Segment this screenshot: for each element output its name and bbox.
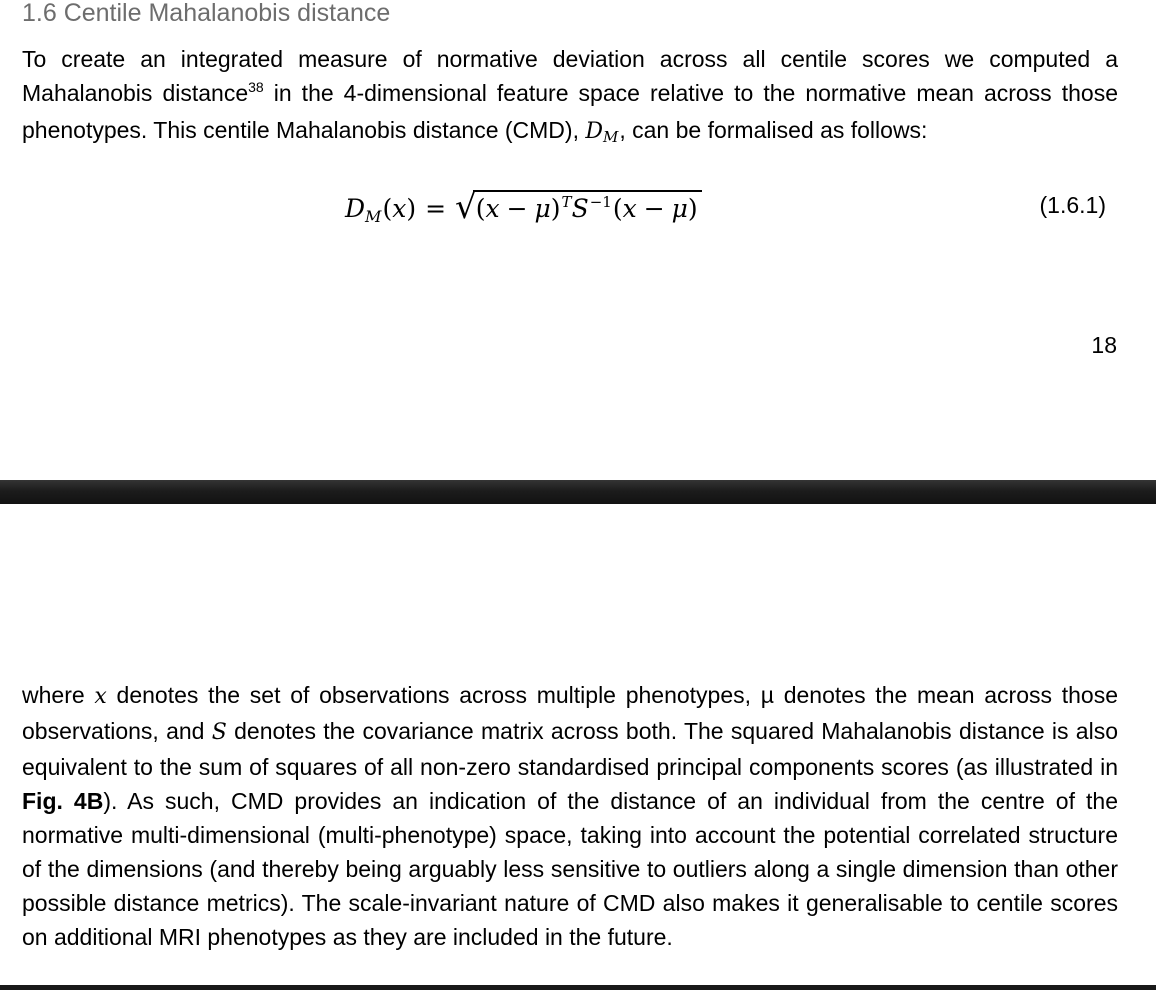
paragraph-intro-text: in the 4-dimensional feature space relative to the normative mean across those phenotypes. This centile Mahalanobis distance (CMD),	[22, 80, 1118, 143]
footnote-reference-38: 38	[248, 79, 264, 95]
paragraph-discussion-text: denotes the covariance matrix across both. The squared Mahalanobis distance is also equivalent to the sum of squares of all non-zero standardised principal components scores (as illustrated in	[22, 718, 1118, 780]
math-sub-M: M	[603, 128, 619, 146]
math-var-D: D	[345, 194, 366, 223]
section-heading: 1.6 Centile Mahalanobis distance	[22, 0, 391, 27]
math-var-x: x	[485, 194, 500, 223]
math-var-mu: μ	[534, 194, 551, 223]
paragraph-discussion-text: denotes the set of observations across multiple phenotypes, µ denotes the mean across those observations, and	[22, 682, 1118, 744]
paren-open: (	[612, 194, 623, 223]
page-break-bar	[0, 480, 1156, 504]
paragraph-intro-text: To create an integrated measure of normative deviation across all centile scores we computed a Mahalanobis distance	[22, 46, 1118, 106]
math-var-S: S	[211, 720, 227, 745]
radicand	[473, 190, 702, 223]
page-number: 18	[1091, 332, 1117, 358]
radical-sign: √	[455, 187, 477, 227]
paragraph-discussion	[22, 678, 1118, 954]
superscript-inverse: −1	[589, 193, 612, 211]
equation-1-6-1	[345, 186, 702, 226]
math-var-D: D	[585, 119, 603, 144]
paragraph-discussion-text: where	[22, 682, 95, 708]
paren-close: )	[687, 194, 698, 223]
paren-close: )	[406, 194, 417, 223]
paragraph-discussion-text: ). As such, CMD provides an indication of the distance of an individual from the centre of the normative multi-dimensional (multi-phenotype) space, taking into account the potential correlated structure of the dimensions (and thereby being arguably less sensitive to outliers along a single dimension than other possible distance metrics). The scale-invariant nature of CMD also makes it generalisable to centile scores on additional MRI phenotypes as they are included in the future.	[22, 788, 1118, 950]
equation-number: (1.6.1)	[1039, 192, 1106, 218]
paren-open: (	[382, 194, 393, 223]
math-var-x: x	[94, 684, 107, 709]
paragraph-intro	[22, 42, 1118, 150]
math-var-x: x	[622, 194, 637, 223]
minus-sign: −	[643, 194, 665, 223]
minus-sign: −	[506, 194, 528, 223]
paren-open: (	[475, 194, 486, 223]
math-var-S: S	[571, 194, 589, 223]
math-sub-M: M	[365, 207, 382, 226]
math-var-mu: μ	[671, 194, 688, 223]
superscript-transpose: T	[561, 193, 572, 211]
math-var-x: x	[392, 194, 407, 223]
figure-reference: Fig. 4B	[22, 788, 104, 814]
paragraph-intro-text: , can be formalised as follows:	[619, 117, 928, 143]
equals-sign: =	[425, 194, 447, 223]
bottom-page-break-bar	[0, 985, 1156, 990]
paren-close: )	[550, 194, 561, 223]
